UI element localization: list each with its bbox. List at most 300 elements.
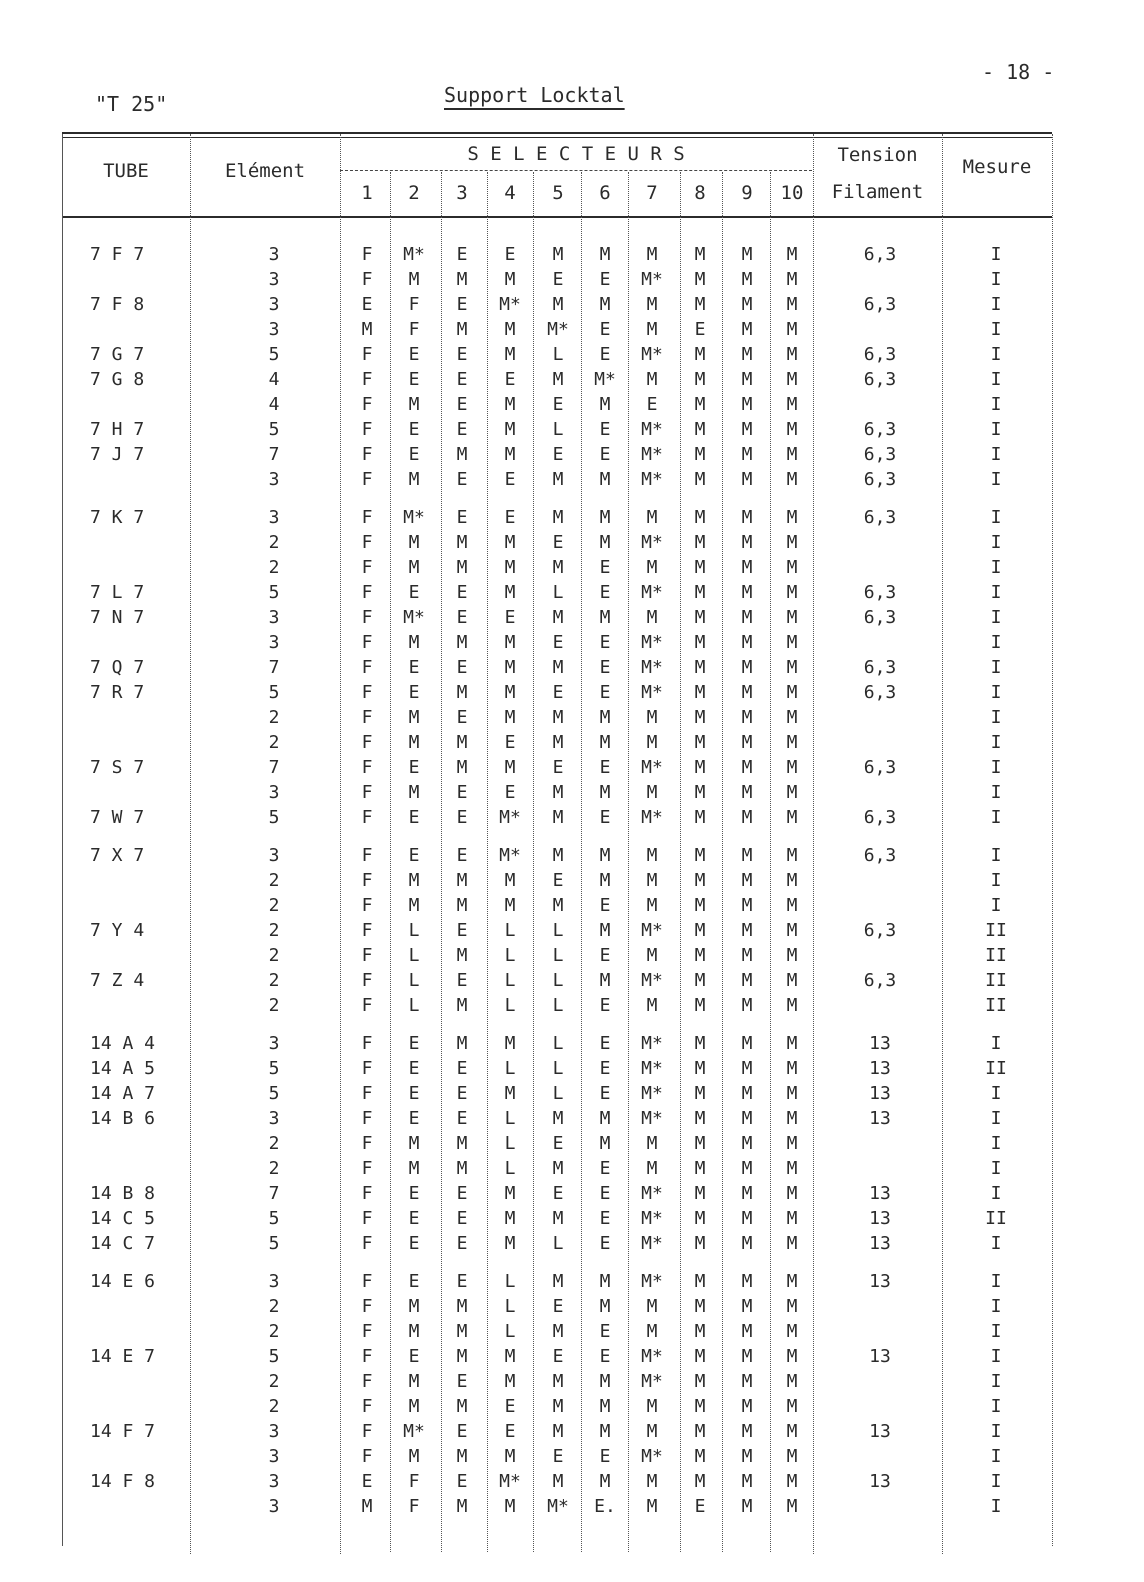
selector-7-value: M xyxy=(646,1496,658,1517)
selector-8-value: M xyxy=(694,657,706,678)
tension-filament: 6,3 xyxy=(863,444,897,465)
col-divider-mesure xyxy=(942,134,943,1554)
selector-10-value: M xyxy=(786,757,798,778)
selector-3-value: M xyxy=(456,1496,468,1517)
selector-8-value: M xyxy=(694,1058,706,1079)
mesure-value: I xyxy=(990,1133,1002,1154)
selector-8-value: M xyxy=(694,945,706,966)
selector-10-value: M xyxy=(786,369,798,390)
selector-6-value: M xyxy=(599,1421,611,1442)
selector-5-value: L xyxy=(552,582,564,603)
selector-9-value: M xyxy=(741,1233,753,1254)
element-count: 3 xyxy=(268,1271,280,1292)
selector-7-value: M xyxy=(646,1471,658,1492)
selector-2-value: E xyxy=(408,1183,420,1204)
element-count: 3 xyxy=(268,269,280,290)
selector-6-value: E xyxy=(599,557,611,578)
selector-6-value: M* xyxy=(594,369,616,390)
mesure-value: I xyxy=(990,1371,1002,1392)
selector-5-value: E xyxy=(552,1183,564,1204)
selector-2-value: E xyxy=(408,1271,420,1292)
selector-10-value: M xyxy=(786,507,798,528)
mesure-value: I xyxy=(990,1158,1002,1179)
selector-7-value: M* xyxy=(641,1446,663,1467)
selector-9-value: M xyxy=(741,920,753,941)
selector-6-value: M xyxy=(599,507,611,528)
selector-8-value: M xyxy=(694,1158,706,1179)
element-count: 4 xyxy=(268,394,280,415)
selector-2-value: M* xyxy=(403,244,425,265)
selector-9-value: M xyxy=(741,507,753,528)
selector-5-value: L xyxy=(552,970,564,991)
selector-8-value: M xyxy=(694,469,706,490)
selector-3-value: E xyxy=(456,920,468,941)
element-count: 3 xyxy=(268,469,280,490)
selector-10-value: M xyxy=(786,1083,798,1104)
selector-5-value: M xyxy=(552,1321,564,1342)
selector-1-value: F xyxy=(361,782,373,803)
selector-4-value: E xyxy=(504,244,516,265)
tension-filament: 13 xyxy=(869,1471,891,1492)
selector-3-value: E xyxy=(456,807,468,828)
selector-3-value: E xyxy=(456,607,468,628)
selector-1-value: F xyxy=(361,469,373,490)
selector-2-value: M xyxy=(408,895,420,916)
selector-8-value: M xyxy=(694,682,706,703)
selector-1-value: F xyxy=(361,945,373,966)
selector-4-value: L xyxy=(504,995,516,1016)
selector-5-value: M xyxy=(552,469,564,490)
selector-8-value: M xyxy=(694,1233,706,1254)
selector-1-value: F xyxy=(361,1183,373,1204)
selector-6-value: M xyxy=(599,469,611,490)
tube-name: 7 K 7 xyxy=(90,507,145,528)
selector-2-value: E xyxy=(408,1346,420,1367)
selector-9-value: M xyxy=(741,782,753,803)
selector-8-value: M xyxy=(694,807,706,828)
selector-4-value: M* xyxy=(499,294,521,315)
mesure-value: I xyxy=(990,1471,1002,1492)
selector-5-value: E xyxy=(552,1346,564,1367)
selector-6-value: E xyxy=(599,1208,611,1229)
selector-4-value: L xyxy=(504,1058,516,1079)
element-count: 2 xyxy=(268,870,280,891)
selector-7-value: M* xyxy=(641,469,663,490)
selector-5-value: E xyxy=(552,269,564,290)
element-count: 3 xyxy=(268,294,280,315)
selector-8-value: M xyxy=(694,707,706,728)
element-count: 2 xyxy=(268,920,280,941)
element-count: 4 xyxy=(268,369,280,390)
selector-2-value: F xyxy=(408,319,420,340)
selector-2-value: E xyxy=(408,845,420,866)
selector-10-value: M xyxy=(786,607,798,628)
element-count: 2 xyxy=(268,732,280,753)
header-selecteurs: S E L E C T E U R S xyxy=(467,143,685,165)
selector-5-value: E xyxy=(552,444,564,465)
tube-name: 14 A 7 xyxy=(90,1083,156,1104)
selector-10-value: M xyxy=(786,945,798,966)
selector-4-value: M xyxy=(504,344,516,365)
selector-2-value: E xyxy=(408,1108,420,1129)
selector-7-value: M* xyxy=(641,757,663,778)
selector-2-value: E xyxy=(408,419,420,440)
tension-filament: 13 xyxy=(869,1033,891,1054)
tension-filament: 6,3 xyxy=(863,419,897,440)
selector-number-9: 9 xyxy=(741,182,753,204)
selecteurs-underline xyxy=(340,170,812,172)
selector-9-value: M xyxy=(741,732,753,753)
selector-5-value: E xyxy=(552,394,564,415)
element-count: 7 xyxy=(268,657,280,678)
tube-name: 7 N 7 xyxy=(90,607,145,628)
selector-7-value: M xyxy=(646,319,658,340)
selector-5-value: L xyxy=(552,995,564,1016)
selector-8-value: M xyxy=(694,1208,706,1229)
selector-1-value: F xyxy=(361,1346,373,1367)
selector-6-value: M xyxy=(599,532,611,553)
mesure-value: I xyxy=(990,444,1002,465)
tube-name: 14 A 5 xyxy=(90,1058,156,1079)
selector-6-value: M xyxy=(599,294,611,315)
selector-7-value: M* xyxy=(641,1233,663,1254)
selector-9-value: M xyxy=(741,1271,753,1292)
tension-filament: 6,3 xyxy=(863,920,897,941)
selector-10-value: M xyxy=(786,1058,798,1079)
mesure-value: II xyxy=(985,995,1007,1016)
selector-9-value: M xyxy=(741,369,753,390)
selector-7-value: M xyxy=(646,845,658,866)
selector-4-value: M xyxy=(504,557,516,578)
selector-6-value: M xyxy=(599,970,611,991)
selector-7-value: M* xyxy=(641,632,663,653)
selector-10-value: M xyxy=(786,582,798,603)
selector-3-value: M xyxy=(456,732,468,753)
selector-7-value: M* xyxy=(641,1033,663,1054)
selector-7-value: M xyxy=(646,294,658,315)
selector-1-value: F xyxy=(361,1296,373,1317)
selector-8-value: E xyxy=(694,1496,706,1517)
tube-name: 7 J 7 xyxy=(90,444,145,465)
selector-8-value: M xyxy=(694,507,706,528)
selector-1-value: F xyxy=(361,1083,373,1104)
selector-7-value: M* xyxy=(641,444,663,465)
mesure-value: I xyxy=(990,632,1002,653)
selector-5-value: E xyxy=(552,757,564,778)
selector-1-value: F xyxy=(361,244,373,265)
element-count: 3 xyxy=(268,1446,280,1467)
selector-2-value: E xyxy=(408,757,420,778)
tension-filament: 6,3 xyxy=(863,369,897,390)
selector-7-value: M xyxy=(646,1296,658,1317)
tension-filament: 6,3 xyxy=(863,582,897,603)
selector-2-value: M xyxy=(408,1371,420,1392)
selector-10-value: M xyxy=(786,707,798,728)
selector-5-value: E xyxy=(552,1133,564,1154)
selector-2-value: M xyxy=(408,269,420,290)
selector-6-value: E xyxy=(599,1058,611,1079)
selector-8-value: M xyxy=(694,1396,706,1417)
selector-10-value: M xyxy=(786,682,798,703)
selector-6-value: M xyxy=(599,1271,611,1292)
selector-8-value: M xyxy=(694,294,706,315)
selector-1-value: F xyxy=(361,1058,373,1079)
selector-7-value: M* xyxy=(641,657,663,678)
selector-8-value: E xyxy=(694,319,706,340)
selector-9-value: M xyxy=(741,895,753,916)
selector-divider-3 xyxy=(487,172,488,1552)
selector-2-value: F xyxy=(408,294,420,315)
element-count: 2 xyxy=(268,1133,280,1154)
selector-7-value: M* xyxy=(641,1271,663,1292)
selector-4-value: M xyxy=(504,319,516,340)
selector-10-value: M xyxy=(786,244,798,265)
selector-6-value: E xyxy=(599,1446,611,1467)
tension-filament: 6,3 xyxy=(863,469,897,490)
mesure-value: I xyxy=(990,344,1002,365)
selector-10-value: M xyxy=(786,1233,798,1254)
selector-3-value: E xyxy=(456,657,468,678)
selector-2-value: M xyxy=(408,1133,420,1154)
selector-1-value: F xyxy=(361,920,373,941)
selector-2-value: E xyxy=(408,344,420,365)
selector-4-value: M xyxy=(504,1208,516,1229)
selector-10-value: M xyxy=(786,469,798,490)
selector-9-value: M xyxy=(741,945,753,966)
selector-9-value: M xyxy=(741,319,753,340)
tube-name: 7 G 8 xyxy=(90,369,145,390)
selector-2-value: E xyxy=(408,1033,420,1054)
selector-number-10: 10 xyxy=(780,182,804,204)
tension-filament: 6,3 xyxy=(863,244,897,265)
selector-3-value: M xyxy=(456,1321,468,1342)
selector-10-value: M xyxy=(786,970,798,991)
selector-6-value: M xyxy=(599,607,611,628)
selector-9-value: M xyxy=(741,995,753,1016)
selector-6-value: M xyxy=(599,920,611,941)
selector-7-value: M xyxy=(646,1421,658,1442)
selector-5-value: M xyxy=(552,895,564,916)
selector-3-value: E xyxy=(456,782,468,803)
selector-10-value: M xyxy=(786,1396,798,1417)
selector-7-value: M xyxy=(646,782,658,803)
selector-6-value: M xyxy=(599,870,611,891)
selector-5-value: M xyxy=(552,294,564,315)
selector-5-value: M xyxy=(552,1208,564,1229)
selector-3-value: E xyxy=(456,845,468,866)
selector-10-value: M xyxy=(786,557,798,578)
selector-3-value: M xyxy=(456,632,468,653)
selector-7-value: M xyxy=(646,1396,658,1417)
selector-4-value: E xyxy=(504,469,516,490)
selector-4-value: M* xyxy=(499,807,521,828)
selector-7-value: M xyxy=(646,607,658,628)
selector-1-value: F xyxy=(361,1271,373,1292)
selector-2-value: E xyxy=(408,682,420,703)
selector-7-value: M* xyxy=(641,1058,663,1079)
selector-6-value: E xyxy=(599,1346,611,1367)
tension-filament: 6,3 xyxy=(863,507,897,528)
tension-filament: 13 xyxy=(869,1421,891,1442)
tension-filament: 6,3 xyxy=(863,607,897,628)
mesure-value: I xyxy=(990,469,1002,490)
selector-9-value: M xyxy=(741,1108,753,1129)
tube-name: 7 H 7 xyxy=(90,419,145,440)
selector-8-value: M xyxy=(694,394,706,415)
selector-10-value: M xyxy=(786,269,798,290)
selector-5-value: L xyxy=(552,945,564,966)
selector-5-value: L xyxy=(552,1233,564,1254)
mesure-value: I xyxy=(990,732,1002,753)
selector-10-value: M xyxy=(786,532,798,553)
selector-2-value: M* xyxy=(403,607,425,628)
element-count: 7 xyxy=(268,757,280,778)
tension-filament: 13 xyxy=(869,1058,891,1079)
selector-9-value: M xyxy=(741,707,753,728)
selector-4-value: M xyxy=(504,1083,516,1104)
selector-1-value: F xyxy=(361,807,373,828)
table-top-rule xyxy=(62,132,1052,134)
selector-7-value: M* xyxy=(641,1083,663,1104)
selector-1-value: F xyxy=(361,1158,373,1179)
selector-1-value: F xyxy=(361,369,373,390)
selector-8-value: M xyxy=(694,757,706,778)
mesure-value: I xyxy=(990,1496,1002,1517)
selector-8-value: M xyxy=(694,269,706,290)
element-count: 5 xyxy=(268,1346,280,1367)
selector-1-value: F xyxy=(361,269,373,290)
selector-7-value: M xyxy=(646,557,658,578)
selector-3-value: M xyxy=(456,1346,468,1367)
selector-6-value: M xyxy=(599,1371,611,1392)
selector-9-value: M xyxy=(741,757,753,778)
selector-5-value: M xyxy=(552,557,564,578)
selector-2-value: F xyxy=(408,1471,420,1492)
selector-10-value: M xyxy=(786,870,798,891)
selector-4-value: M xyxy=(504,1033,516,1054)
selector-1-value: E xyxy=(361,294,373,315)
selector-5-value: M xyxy=(552,732,564,753)
selector-7-value: M* xyxy=(641,807,663,828)
mesure-value: I xyxy=(990,294,1002,315)
selector-3-value: E xyxy=(456,582,468,603)
selector-4-value: L xyxy=(504,920,516,941)
element-count: 2 xyxy=(268,970,280,991)
selector-4-value: M xyxy=(504,582,516,603)
selector-10-value: M xyxy=(786,394,798,415)
selector-4-value: M* xyxy=(499,845,521,866)
selector-2-value: E xyxy=(408,444,420,465)
element-count: 2 xyxy=(268,945,280,966)
selector-8-value: M xyxy=(694,532,706,553)
mesure-value: I xyxy=(990,507,1002,528)
selector-2-value: L xyxy=(408,920,420,941)
element-count: 3 xyxy=(268,1033,280,1054)
selector-5-value: M xyxy=(552,607,564,628)
selector-10-value: M xyxy=(786,1446,798,1467)
tension-filament: 6,3 xyxy=(863,657,897,678)
selector-5-value: M xyxy=(552,369,564,390)
selector-1-value: F xyxy=(361,995,373,1016)
mesure-value: I xyxy=(990,845,1002,866)
selector-6-value: E xyxy=(599,344,611,365)
selector-1-value: F xyxy=(361,532,373,553)
selector-7-value: M* xyxy=(641,269,663,290)
selector-6-value: M xyxy=(599,782,611,803)
selector-6-value: E. xyxy=(594,1496,616,1517)
selector-8-value: M xyxy=(694,1271,706,1292)
selector-3-value: M xyxy=(456,945,468,966)
mesure-value: I xyxy=(990,582,1002,603)
header-tube: TUBE xyxy=(103,160,149,182)
col-divider-selectors xyxy=(340,134,341,1554)
selector-9-value: M xyxy=(741,344,753,365)
element-count: 5 xyxy=(268,1058,280,1079)
selector-2-value: F xyxy=(408,1496,420,1517)
selector-4-value: M xyxy=(504,707,516,728)
selector-10-value: M xyxy=(786,1471,798,1492)
selector-7-value: M* xyxy=(641,532,663,553)
selector-1-value: F xyxy=(361,1371,373,1392)
element-count: 2 xyxy=(268,1296,280,1317)
selector-3-value: E xyxy=(456,294,468,315)
selector-3-value: M xyxy=(456,682,468,703)
mesure-value: I xyxy=(990,757,1002,778)
selector-1-value: M xyxy=(361,319,373,340)
selector-2-value: L xyxy=(408,995,420,1016)
selector-9-value: M xyxy=(741,532,753,553)
selector-5-value: M xyxy=(552,707,564,728)
table-left-border xyxy=(62,134,63,1546)
header-tension: Tension xyxy=(837,144,918,166)
selector-1-value: F xyxy=(361,1396,373,1417)
selector-2-value: E xyxy=(408,1208,420,1229)
selector-9-value: M xyxy=(741,1208,753,1229)
mesure-value: I xyxy=(990,682,1002,703)
selector-8-value: M xyxy=(694,1446,706,1467)
selector-2-value: E xyxy=(408,1083,420,1104)
selector-1-value: F xyxy=(361,682,373,703)
mesure-value: I xyxy=(990,895,1002,916)
selector-3-value: E xyxy=(456,1421,468,1442)
selector-10-value: M xyxy=(786,1183,798,1204)
selector-6-value: E xyxy=(599,895,611,916)
mesure-value: I xyxy=(990,319,1002,340)
tube-name: 14 B 6 xyxy=(90,1108,156,1129)
tube-name: 14 F 7 xyxy=(90,1421,156,1442)
selector-7-value: M xyxy=(646,707,658,728)
selector-9-value: M xyxy=(741,394,753,415)
selector-6-value: M xyxy=(599,1133,611,1154)
element-count: 5 xyxy=(268,419,280,440)
selector-4-value: L xyxy=(504,1271,516,1292)
element-count: 2 xyxy=(268,1371,280,1392)
selector-5-value: M xyxy=(552,657,564,678)
selector-2-value: M xyxy=(408,632,420,653)
selector-2-value: E xyxy=(408,1058,420,1079)
selector-1-value: F xyxy=(361,970,373,991)
element-count: 3 xyxy=(268,782,280,803)
selector-3-value: M xyxy=(456,995,468,1016)
selector-3-value: M xyxy=(456,444,468,465)
element-count: 5 xyxy=(268,582,280,603)
selector-7-value: M* xyxy=(641,344,663,365)
selector-7-value: M xyxy=(646,244,658,265)
selector-4-value: M xyxy=(504,1183,516,1204)
mesure-value: I xyxy=(990,807,1002,828)
selector-6-value: E xyxy=(599,1158,611,1179)
element-count: 3 xyxy=(268,1496,280,1517)
